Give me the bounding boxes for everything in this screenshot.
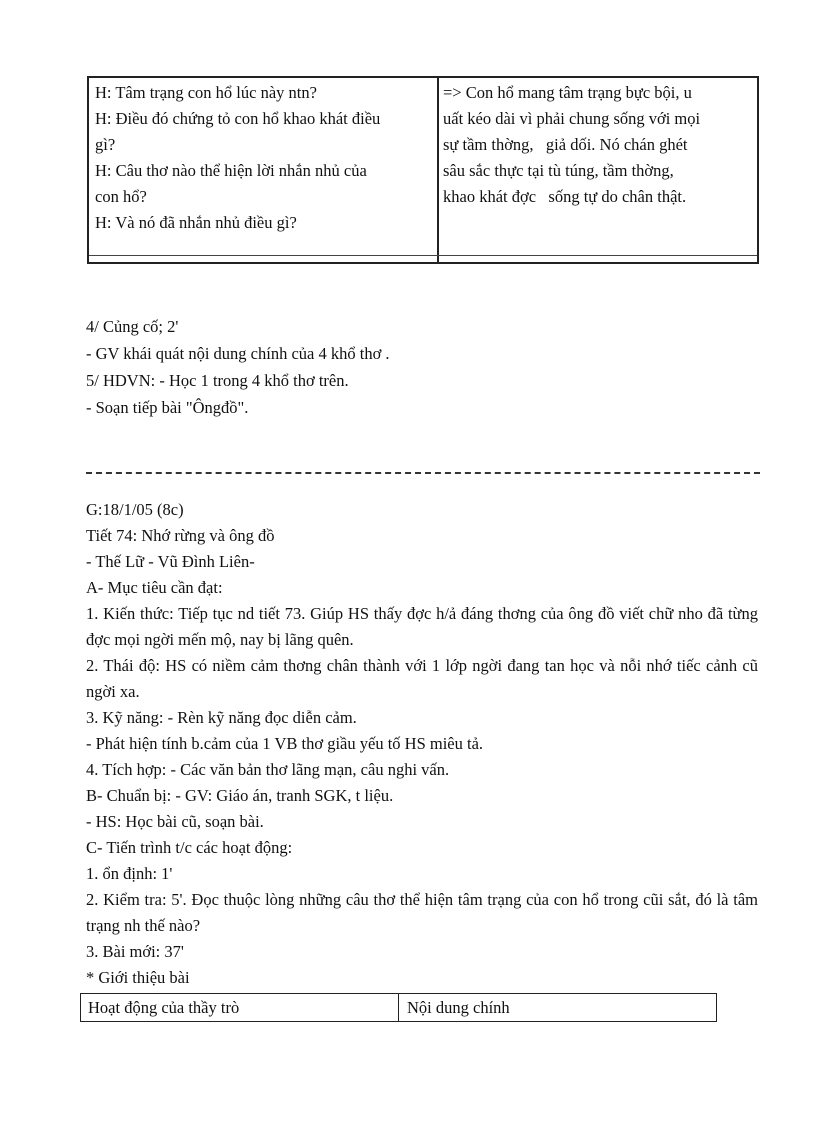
skills-objective: 3. Kỹ năng: - Rèn kỹ năng đọc diễn cảm. xyxy=(86,708,357,727)
answer-line: sâu sắc thực tại tù túng, tầm thờng, xyxy=(443,161,674,180)
stabilize-step: 1. ổn định: 1' xyxy=(86,864,173,883)
answer-line: khao khát đợc sống tự do chân thật. xyxy=(443,187,687,206)
question-line: gì? xyxy=(95,135,116,154)
homework-heading: 5/ HDVN: - Học 1 trong 4 khổ thơ trên. xyxy=(86,371,349,390)
main-content-header: Nội dung chính xyxy=(407,998,510,1017)
question-line: H: Và nó đã nhắn nhủ điều gì? xyxy=(95,213,297,232)
student-preparation: - HS: Học bài cũ, soạn bài. xyxy=(86,812,264,831)
question-answer-table xyxy=(87,76,759,264)
check-step: 2. Kiểm tra: 5'. Đọc thuộc lòng những câu thơ thể hiện tâm trạng của con hổ trong cũi sắt, đó là tâm trạng nh thế nào? xyxy=(86,890,758,935)
questions-cell xyxy=(89,78,439,262)
consolidation-item: - GV khái quát nội dung chính của 4 khổ thơ . xyxy=(86,344,390,363)
question-line: con hổ? xyxy=(95,187,147,206)
attitude-objective: 2. Thái độ: HS có niềm cảm thơng chân thành với 1 lớp ngời đang tan học và nỗi nhớ tiếc cảnh cũ ngời xa. xyxy=(86,656,758,701)
objectives-heading: A- Mục tiêu cần đạt: xyxy=(86,578,223,597)
homework-item: - Soạn tiếp bài "Ôngđồ". xyxy=(86,398,249,417)
question-line: H: Điều đó chứng tỏ con hổ khao khát điều xyxy=(95,109,381,128)
answer-line: sự tầm thờng, giả dối. Nó chán ghét xyxy=(443,135,688,154)
answer-line: uất kéo dài vì phải chung sống với mọi xyxy=(443,109,701,128)
procedure-heading: C- Tiến trình t/c các hoạt động: xyxy=(86,838,293,857)
knowledge-objective: 1. Kiến thức: Tiếp tục nd tiết 73. Giúp HS thấy đợc h/ả đáng thơng của ông đồ viết chữ nho đã từng đợc mọi ngời mến mộ, nay bị lãng quên. xyxy=(86,604,758,649)
skills-detail: - Phát hiện tính b.cảm của 1 VB thơ giầu yếu tố HS miêu tả. xyxy=(86,734,484,753)
lesson-title: Tiết 74: Nhớ rừng và ông đồ xyxy=(86,526,275,545)
activities-table-header xyxy=(80,993,717,1022)
new-lesson-step: 3. Bài mới: 37' xyxy=(86,942,184,961)
question-line: H: Câu thơ nào thể hiện lời nhắn nhủ của xyxy=(95,161,367,180)
lesson-authors: - Thế Lữ - Vũ Đình Liên- xyxy=(86,552,255,571)
teacher-student-activities-header: Hoạt động của thầy trò xyxy=(81,994,399,1021)
consolidation-heading: 4/ Củng cố; 2' xyxy=(86,317,179,336)
lesson-date: G:18/1/05 (8c) xyxy=(86,500,184,519)
section-divider xyxy=(86,472,760,474)
integration-objective: 4. Tích hợp: - Các văn bản thơ lãng mạn, câu nghi vấn. xyxy=(86,760,450,779)
table-divider xyxy=(89,255,757,256)
answers-cell xyxy=(439,78,757,262)
preparation-heading: B- Chuẩn bị: - GV: Giáo án, tranh SGK, t liệu. xyxy=(86,786,394,805)
answer-line: => Con hổ mang tâm trạng bực bội, u xyxy=(443,83,692,102)
question-line: H: Tâm trạng con hổ lúc này ntn? xyxy=(95,83,317,102)
lesson-introduction: * Giới thiệu bài xyxy=(86,968,190,987)
